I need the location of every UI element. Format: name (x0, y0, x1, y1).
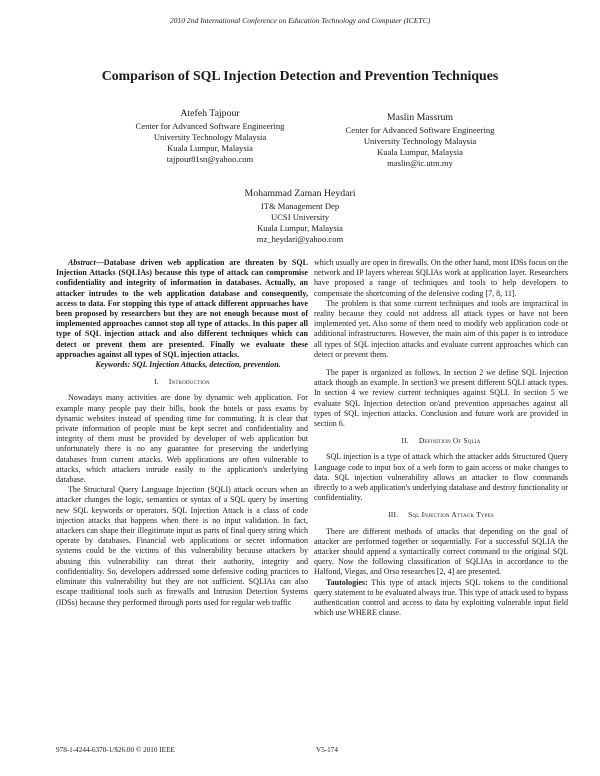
author-block-1 (100, 108, 320, 165)
author-affiliation: IT& Management Dep (260, 201, 340, 211)
author-email: tajpour81sn@yahoo.com (166, 154, 254, 164)
abstract-text: —Database driven web application are threaten by SQL Injection Attacks (SQLIAs) because this type of attack can compromise confidentiality and integrity of information in databases. Actually, an attacker intrudes to the web application database and consequently, access to data. For stopping this type of attack different approaches have been proposed by researchers but they are not enough because most of implemented approaches cannot stop all type of attacks. In this paper all type of SQL injection attack and also different techniques which can detect or prevent them are presented. Finally we evaluate these approaches against all types of SQL injection attacks. (56, 258, 308, 359)
section-title: Sql Injection Attack Types (408, 510, 494, 520)
paper-title: Comparison of SQL Injection Detection and Prevention Techniques (101, 68, 499, 83)
paragraph: The Structural Query Language Injection (SQLI) attack occurs when an attacker changes the logic, semantics or syntax of a SQL query by inserting new SQL keywords or operators. SQL Injection Attack is a class of code injection attacks that happens when there is no input validation. In fact, attackers can shape their illegitimate input as parts of final query string which operate by databases. Financial web applications or secret information systems could be the victims of this vulnerability because attackers by abusing this vulnerability can threat their authority, integrity and confidentiality. So, developers addressed some defensive coding practices to eliminate this vulnerability but they are not sufficient. SQLIAs can also escape traditional tools such as firewalls and Intrusion Detection Systems (IDSs) because they performed through ports used for regular web traffic (56, 485, 308, 607)
section-title: Definition Of Sqlia (418, 436, 481, 446)
author-location: Kuala Lumpur, Malaysia (257, 223, 343, 233)
author-affiliation: Center for Advanced Software Engineering (345, 125, 495, 135)
section-title: Introduction (168, 377, 210, 387)
author-location: Kuala Lumpur, Malaysia (377, 147, 463, 157)
author-university: UCSI University (270, 212, 329, 222)
section-number: I. (154, 377, 159, 387)
section-number: II. (401, 436, 409, 446)
paragraph: Nowadays many activities are done by dynamic web application. For example many people pay their bills, book the hotels or pass exams by dynamic websites instead of spending time for commuting. It is clear that private information of people must be kept secret and confidentiality and integrity of them must be provided by developer of web application but unfortunately there is no any guarantee for preserving the underlying databases from current attacks. Web applications are often vulnerable to attacks, which attackers intrude easily to the application's underlying database. (56, 393, 308, 485)
section-heading-definition (314, 436, 568, 446)
paragraph: There are different methods of attacks that depending on the goal of attacker are performed together or sequentially. For a successful SQLIA the attacker should append a syntactically correct command to the original SQL query. Now the following classification of SQLIAs in accordance to the Halfond, Viegas, and Orso researches [2, 4] are presented. (314, 526, 568, 577)
author-name: Mohammad Zaman Heydari (244, 188, 356, 199)
keywords: Keywords: SQL Injection Attacks, detection, prevention. (95, 360, 281, 370)
author-location: Kuala Lumpur, Malaysia (167, 143, 253, 153)
tautologies-text: This type of attack injects SQL tokens to the conditional query statement to be evaluated always true. This type of attack used to bypass authentication control and access to data by exploiting vulnerable input field which use WHERE clause. (314, 577, 568, 618)
author-name: Maslin Massrum (386, 112, 454, 123)
author-block-2 (300, 112, 540, 169)
left-column (56, 258, 308, 608)
conference-header: 2010 2nd International Conference on Education Technology and Computer (ICETC) (169, 16, 431, 25)
paragraph: The paper is organized as follows. In section 2 we define SQL Injection attack though an example. In section3 we present different SQLI attack types. In section 4 we review current techniques against SQLI. In section 5 we evaluate SQL Injection detection or/and prevention approaches against all types of SQL injection attacks. Conclusion and future work are provided in section 6. (314, 368, 568, 429)
author-email: mz_heydari@yahoo.com (256, 234, 344, 244)
author-block-3 (160, 188, 440, 245)
section-heading-introduction (56, 377, 308, 387)
footer-isbn: 978-1-4244-6370-1/$26.00 © 2010 IEEE (56, 746, 175, 754)
abstract-label: Abstract (68, 258, 96, 267)
right-column (314, 258, 568, 619)
paragraph: The problem is that some current techniques and tools are impractical in reality because they could not address all attack types or have not been implemented yet. Also some of them need to modify web application code or additional infrastructures. However, the main aim of this paper is to introduce all types of SQL injection attacks and evaluate current approaches which can detect or prevent them. (314, 298, 568, 359)
paragraph: which usually are open in firewalls. On the other hand, most IDSs focus on the network and IP layers whereas SQLIAs work at application layer. Researchers have proposed a range of techniques and tools to help developers to compensate the shortcoming of the defensive coding [7, 8, 11]. (314, 258, 568, 298)
author-email: maslin@ic.utm.my (387, 158, 453, 168)
author-university: University Technology Malaysia (363, 136, 477, 146)
section-number: III. (388, 510, 399, 520)
paragraph: SQL injection is a type of attack which the attacker adds Structured Query Language code to input box of a web form to gain access or make changes to data. SQL injection vulnerability allows an attacker to flow commands directly to a web application's underlying database and destroy functionality or confidentiality. (314, 452, 568, 503)
paragraph (314, 578, 568, 619)
author-name: Atefeh Tajpour (180, 108, 240, 119)
section-heading-attack-types (314, 510, 568, 520)
abstract (56, 258, 308, 360)
tautologies-label: Tautologies: (326, 577, 368, 587)
author-university: University Technology Malaysia (153, 132, 267, 142)
footer-page-number: V5-174 (316, 746, 338, 754)
author-affiliation: Center for Advanced Software Engineering (135, 121, 285, 131)
